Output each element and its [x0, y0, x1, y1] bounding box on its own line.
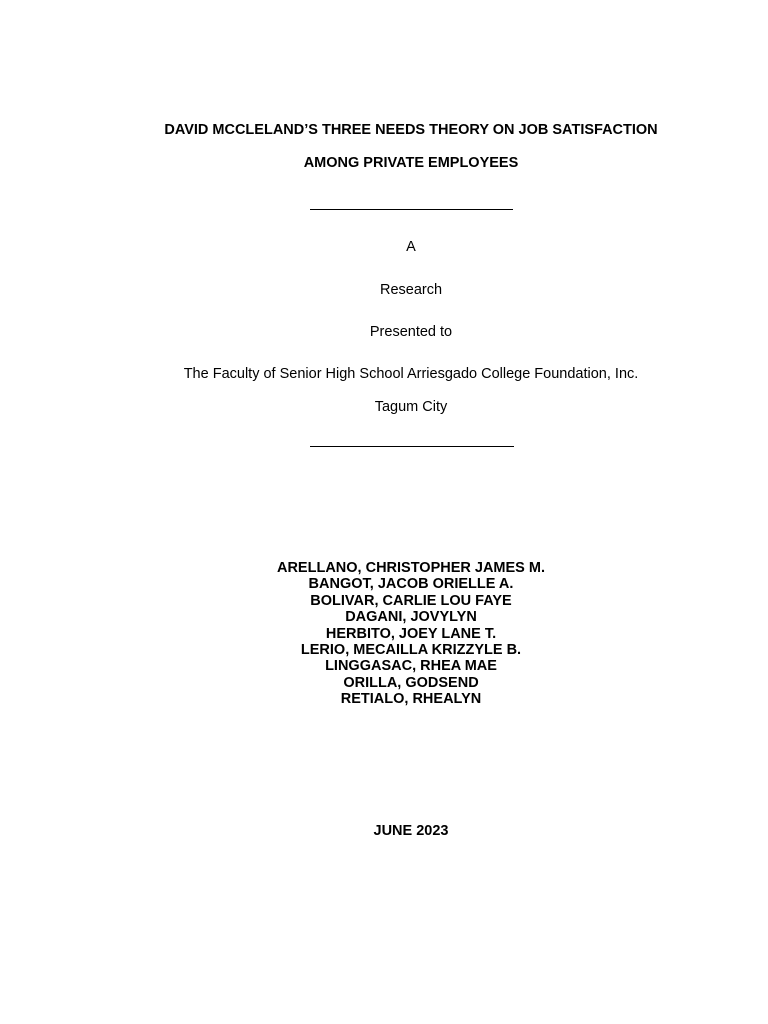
author-name: BOLIVAR, CARLIE LOU FAYE [310, 592, 512, 609]
author-name: LINGGASAC, RHEA MAE [325, 658, 497, 675]
author-name: ARELLANO, CHRISTOPHER JAMES M. [276, 560, 545, 576]
title-line-2: AMONG PRIVATE EMPLOYEES [303, 155, 519, 171]
author-name: RETIALO, RHEALYN [340, 691, 482, 708]
title-line-1: DAVID MCCLELAND’S THREE NEEDS THEORY ON JOB SATISFACTION [164, 122, 658, 138]
author-name: HERBITO, JOEY LANE T. [325, 625, 497, 642]
article-text: A [406, 239, 416, 255]
institution-name: The Faculty of Senior High School Arriesgado College Foundation, Inc. [183, 366, 639, 382]
author-name: ORILLA, GODSEND [343, 674, 479, 691]
presented-to: Presented to [369, 324, 453, 340]
city-name: Tagum City [374, 399, 448, 415]
author-list [0, 560, 768, 708]
divider-bottom [310, 446, 514, 447]
author-name: DAGANI, JOVYLYN [345, 609, 477, 626]
divider-top [310, 209, 513, 210]
author-name: LERIO, MECAILLA KRIZZYLE B. [300, 642, 522, 659]
document-type: Research [379, 282, 443, 298]
submission-date: JUNE 2023 [373, 823, 449, 839]
author-name: BANGOT, JACOB ORIELLE A. [308, 576, 514, 593]
